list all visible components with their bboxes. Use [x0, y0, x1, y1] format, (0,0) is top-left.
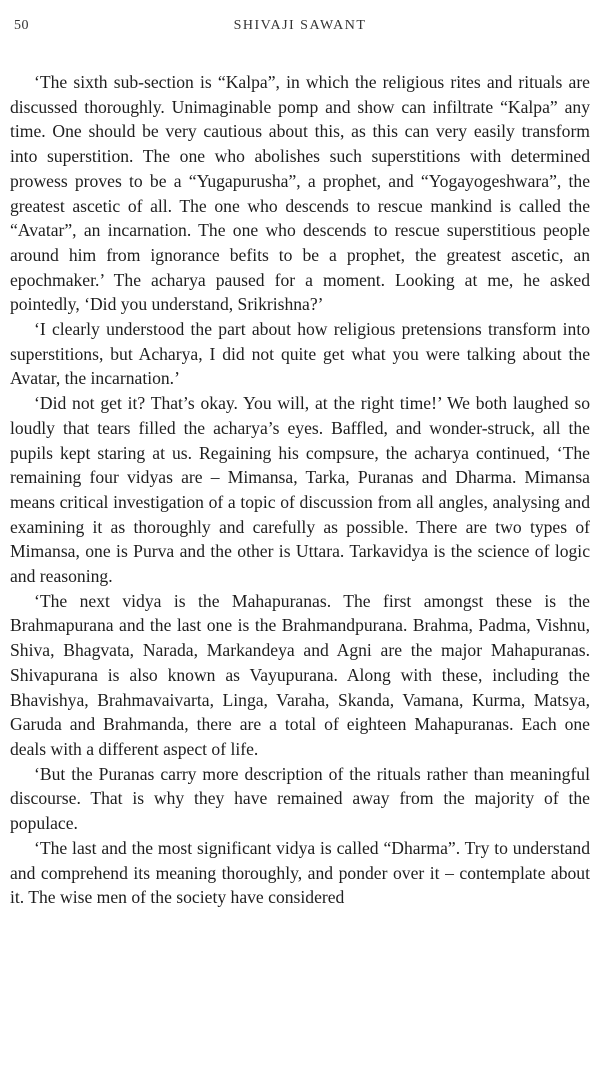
- page-number: 50: [14, 18, 29, 33]
- running-head: SHIVAJI SAWANT: [233, 18, 367, 33]
- page-header: [0, 18, 600, 42]
- body-text: [10, 70, 590, 910]
- paragraph: ‘The last and the most significant vidya is called “Dharma”. Try to understand and comprehend its meaning thoroughly, and ponder over it – contemplate about it. The wise men of the society have considered: [10, 837, 590, 908]
- paragraph: ‘Did not get it? That’s okay. You will, at the right time!’ We both laughed so loudly that tears filled the acharya’s eyes. Baffled, and wonder-struck, all the pupils kept staring at us. Regaining his compsure, the acharya continued, ‘The remaining four vidyas are – Mimansa, Tarka, Puranas and Dharma. Mimansa means critical investigation of a topic of discussion from all angles, analysing and examining it as thoroughly and carefully as possible. There are two types of Mimansa, one is Purva and the other is Uttara. Tarkavidya is the science of logic and reasoning.: [10, 393, 590, 587]
- paragraph: ‘But the Puranas carry more description of the rituals rather than meaningful discourse. That is why they have remained away from the majority of the populace.: [10, 763, 590, 834]
- paragraph: ‘I clearly understood the part about how religious pretensions transform into superstitions, but Acharya, I did not quite get what you were talking about the Avatar, the incarnation.’: [10, 319, 590, 389]
- paragraph: ‘The sixth sub-section is “Kalpa”, in which the religious rites and rituals are discussed thoroughly. Unimaginable pomp and show can infiltrate “Kalpa” any time. One should be very cautious about this, as this can very easily transform into superstition. The one who abolishes such superstitions with determined prowess proves to be a “Yugapurusha”, a prophet, and “Yogayogeshwara”, the greatest ascetic of all. The one who descends to rescue mankind is called the “Avatar”, an incarnation. The one who descends to rescue superstitious people around him from ignorance befits to be a prophet, the greatest ascetic, an epochmaker.’ The acharya paused for a moment. Looking at me, he asked pointedly, ‘Did you understand, Srikrishna?’: [10, 72, 590, 315]
- paragraph: ‘The next vidya is the Mahapuranas. The first amongst these is the Brahmapurana and the last one is the Brahmandpurana. Brahma, Padma, Vishnu, Shiva, Bhagvata, Narada, Markandeya and Agni are the major Mahapuranas. Shivapurana is also known as Vayupurana. Along with these, including the Bhavishya, Brahmavaivarta, Linga, Varaha, Skanda, Vamana, Kurma, Matsya, Garuda and Brahmanda, there are a total of eighteen Mahapuranas. Each one deals with a different aspect of life.: [10, 590, 590, 759]
